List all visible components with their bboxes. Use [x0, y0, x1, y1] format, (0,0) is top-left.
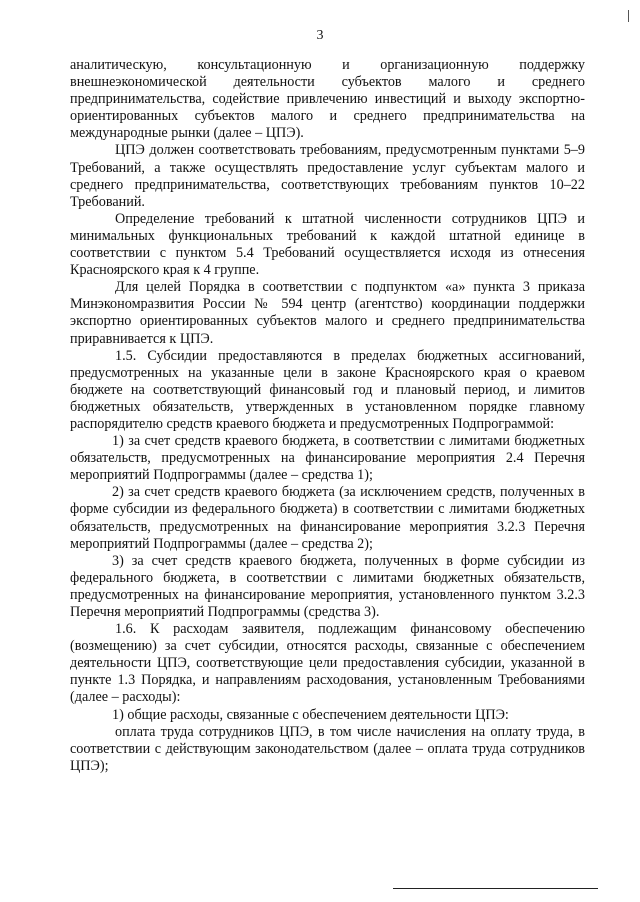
- list-item-funds-1: 1) за счет средств краевого бюджета, в соответствии с лимитами бюджетных обязательств, предусмотренных на финансирование мероприятия 2.4 Перечня мероприятий Подпрограммы (далее – средства 1);: [70, 433, 585, 484]
- paragraph-1-6-expenses: 1.6. К расходам заявителя, подлежащим финансовому обеспечению (возмещению) за счет субсидии, относятся расходы, связанные с обеспечением деятельности ЦПЭ, соответствующие цели предоставления субсидии, указанной в пункте 1.3 Порядка, и направлениям расходования, установленным Требованиями (далее – расходы):: [70, 621, 585, 706]
- footer-divider: [393, 888, 598, 889]
- document-body: [70, 57, 585, 775]
- paragraph-staff-salary: оплата труда сотрудников ЦПЭ, в том числе начисления на оплату труда, в соответствии с действующим законодательством (далее – оплата труда сотрудников ЦПЭ);: [70, 723, 585, 774]
- paragraph-1-5-subsidy-limits: 1.5. Субсидии предоставляются в пределах бюджетных ассигнований, предусмотренных на указанные цели в законе Красноярского края о краевом бюджете на соответствующий финансовый год и плановый период, и лимитов бюджетных обязательств, утвержденных в установленном порядке главному распорядителю средств краевого бюджета и предусмотренных Подпрограммой:: [70, 347, 585, 432]
- list-item-general-expenses: 1) общие расходы, связанные с обеспечением деятельности ЦПЭ:: [112, 706, 509, 723]
- paragraph-coordination-center: Для целей Порядка в соответствии с подпунктом «а» пункта 3 приказа Минэкономразвития России № 594 центр (агентство) координации поддержки экспортно ориентированных субъектов малого и среднего предпринимательства приравнивается к ЦПЭ.: [70, 279, 585, 347]
- paragraph-cpe-definition-continued: аналитическую, консультационную и организационную поддержку внешнеэкономической деятельности субъектов малого и среднего предпринимательства, содействие привлечению инвестиций и выходу экспортно-ориентированных субъектов малого и среднего предпринимательства на международные рынки (далее – ЦПЭ).: [70, 57, 585, 142]
- list-item-funds-3: 3) за счет средств краевого бюджета, полученных в форме субсидии из федерального бюджета, в соответствии с лимитами бюджетных обязательств, предусмотренных на финансирование мероприятия, установленного пунктом 3.2.3 Перечня мероприятий Подпрограммы (средства 3).: [70, 552, 585, 620]
- scan-edge-mark: [628, 10, 629, 22]
- page-number: 3: [316, 28, 324, 43]
- paragraph-staffing-requirements: Определение требований к штатной численности сотрудников ЦПЭ и минимальных функциональных требований к каждой штатной единице в соответствии с пунктом 5.4 Требований осуществляется исходя из отнесения Красноярского края к 4 группе.: [70, 210, 585, 279]
- list-item-funds-2: 2) за счет средств краевого бюджета (за исключением средств, полученных в форме субсидии из федерального бюджета) в соответствии с лимитами бюджетных обязательств, предусмотренных на финансирование мероприятия 3.2.3 Перечня мероприятий Подпрограммы (далее – средства 2);: [70, 484, 585, 552]
- paragraph-cpe-requirements: ЦПЭ должен соответствовать требованиям, предусмотренным пунктами 5–9 Требований, а также осуществлять предоставление услуг субъектам малого и среднего предпринимательства, соответствующих требованиям пунктов 10–22 Требований.: [70, 142, 585, 210]
